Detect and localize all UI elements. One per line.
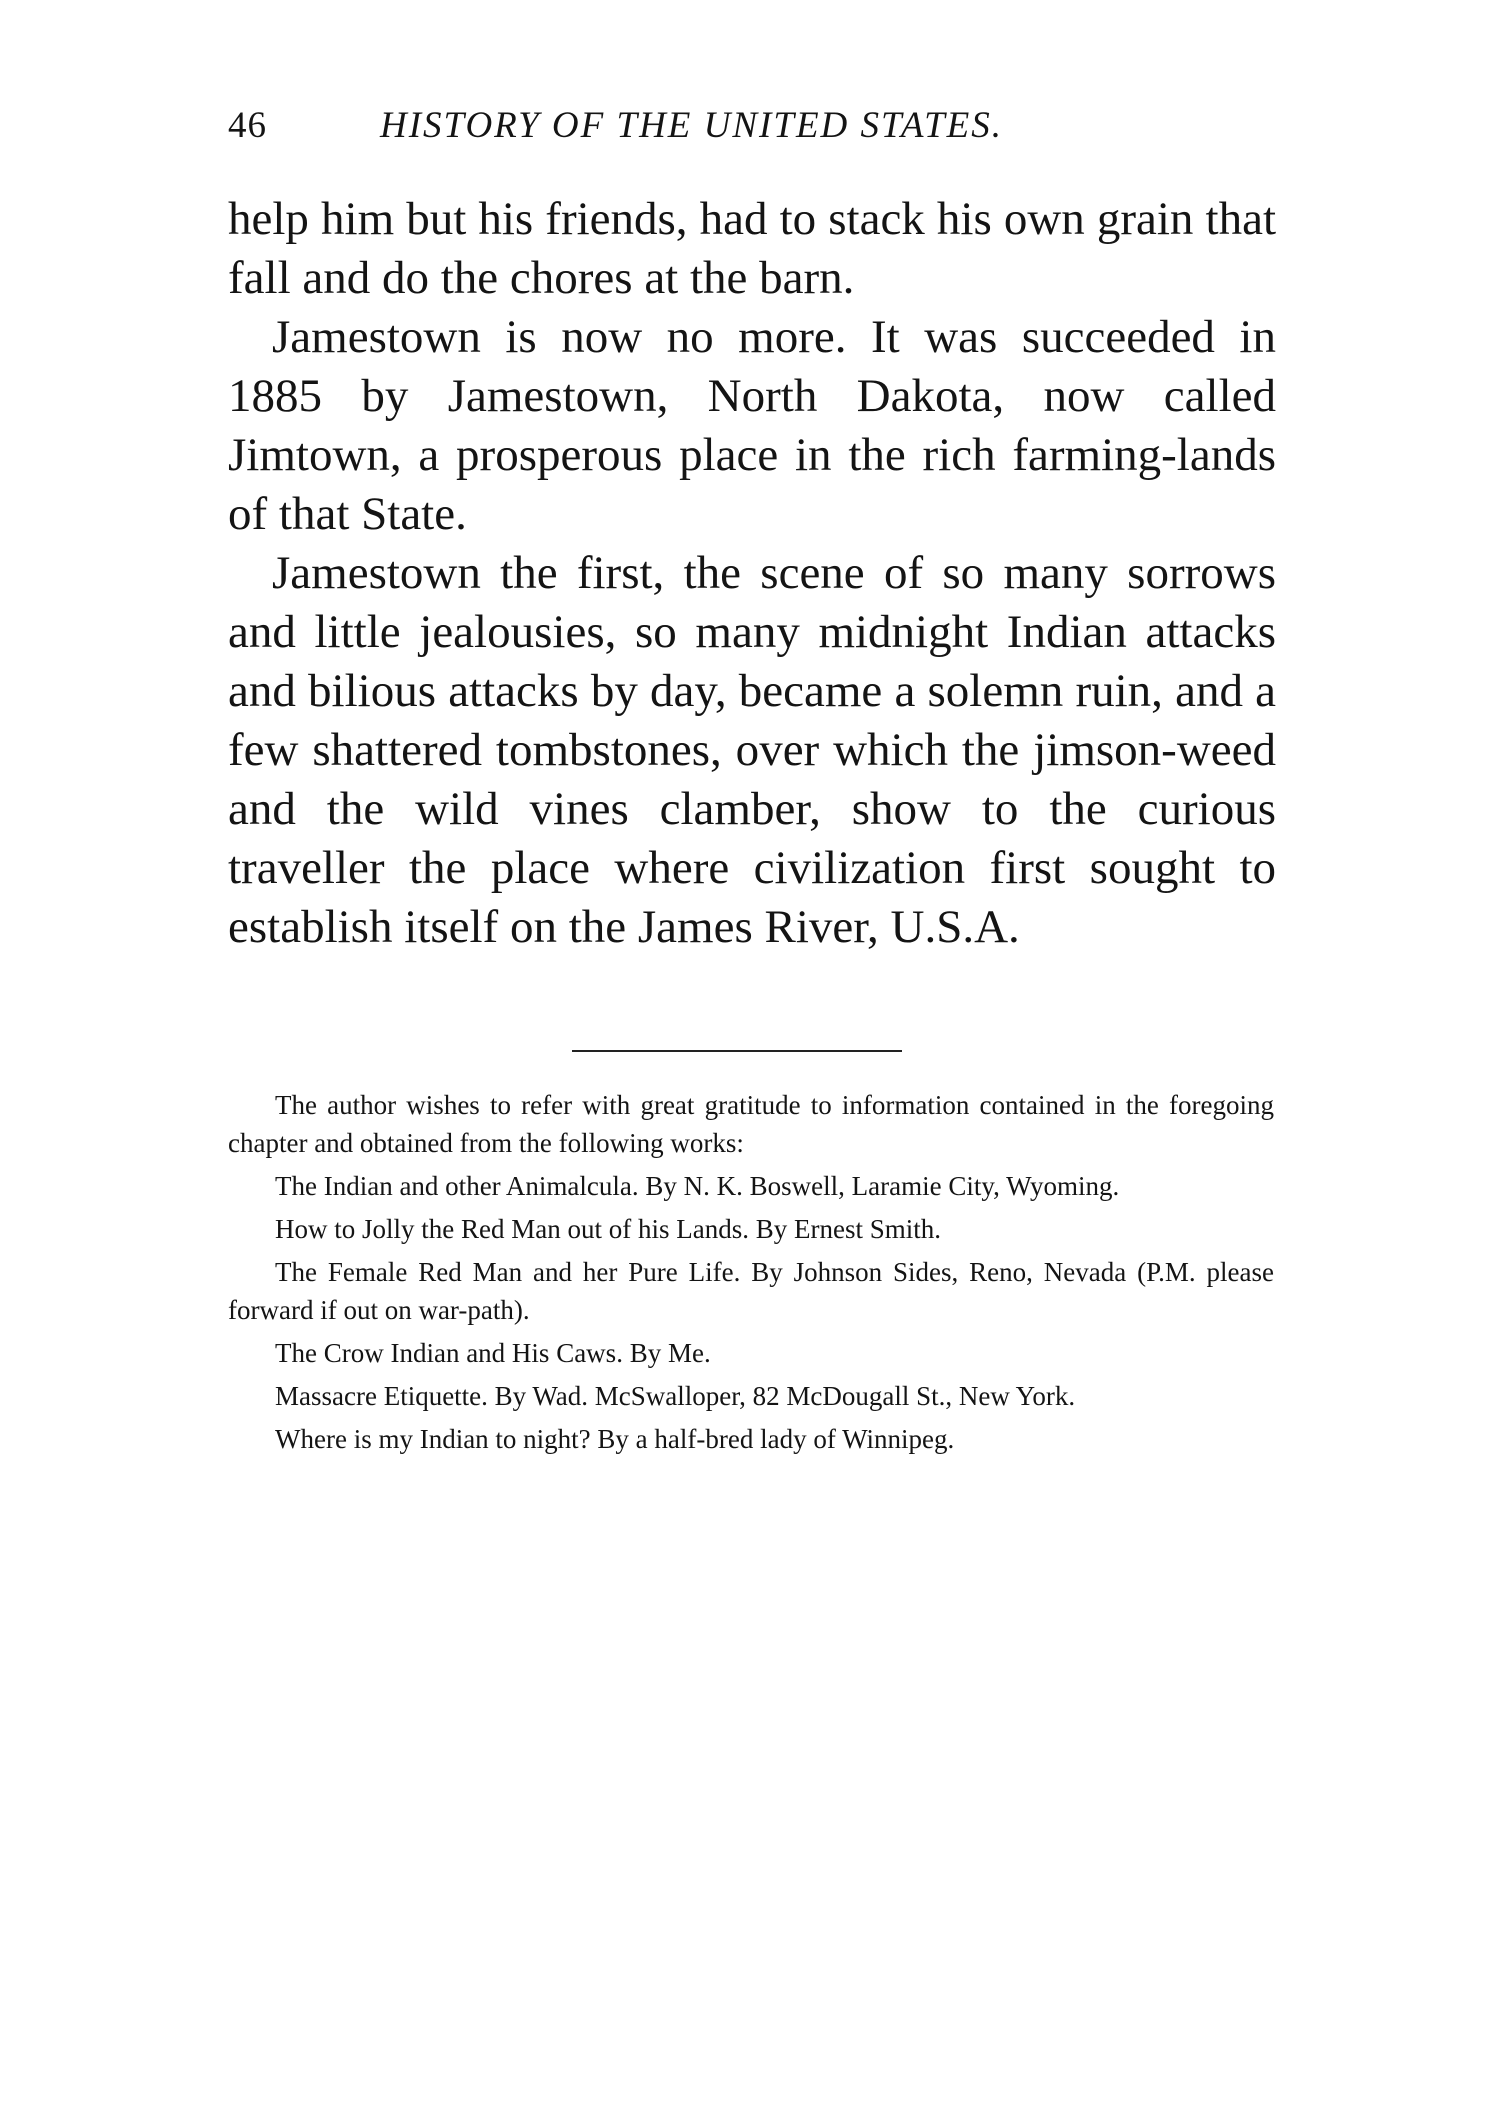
paragraph: Jamestown is now no more. It was succeeded in 1885 by Jamestown, North Dakota, now called Jimtown, a prosperous place in the rich farming-lands of that State.: [228, 311, 1276, 540]
running-title: HISTORY OF THE UNITED STATES.: [380, 105, 1004, 146]
footnotes: [228, 1086, 1274, 1463]
footnote-work: How to Jolly the Red Man out of his Lands. By Ernest Smith.: [275, 1214, 941, 1244]
footnote-divider: [572, 1050, 902, 1052]
page-number: 46: [228, 105, 267, 146]
footnote-intro: The author wishes to refer with great gratitude to information contained in the foregoing chapter and obtained from the following works:: [228, 1090, 1274, 1158]
footnote-work: Where is my Indian to night? By a half-bred lady of Winnipeg.: [275, 1424, 955, 1454]
footnote-work: The Crow Indian and His Caws. By Me.: [275, 1338, 711, 1368]
footnote-work: Massacre Etiquette. By Wad. McSwalloper, 82 McDougall St., New York.: [275, 1381, 1076, 1411]
paragraph: Jamestown the first, the scene of so many sorrows and little jealousies, so many midnight Indian attacks and bilious attacks by day, became a solemn ruin, and a few shattered tombstones, over which the jimson-weed and the wild vines clamber, show to the curious traveller the place where civilization first sought to establish itself on the James River, U.S.A.: [228, 547, 1276, 953]
footnote-work: The Female Red Man and her Pure Life. By Johnson Sides, Reno, Nevada (P.M. please forward if out on war-path).: [228, 1257, 1274, 1325]
footnote-work: The Indian and other Animalcula. By N. K. Boswell, Laramie City, Wyoming.: [275, 1171, 1120, 1201]
main-text: [228, 190, 1276, 957]
paragraph-continued: help him but his friends, had to stack his own grain that fall and do the chores at the barn.: [228, 193, 1276, 304]
